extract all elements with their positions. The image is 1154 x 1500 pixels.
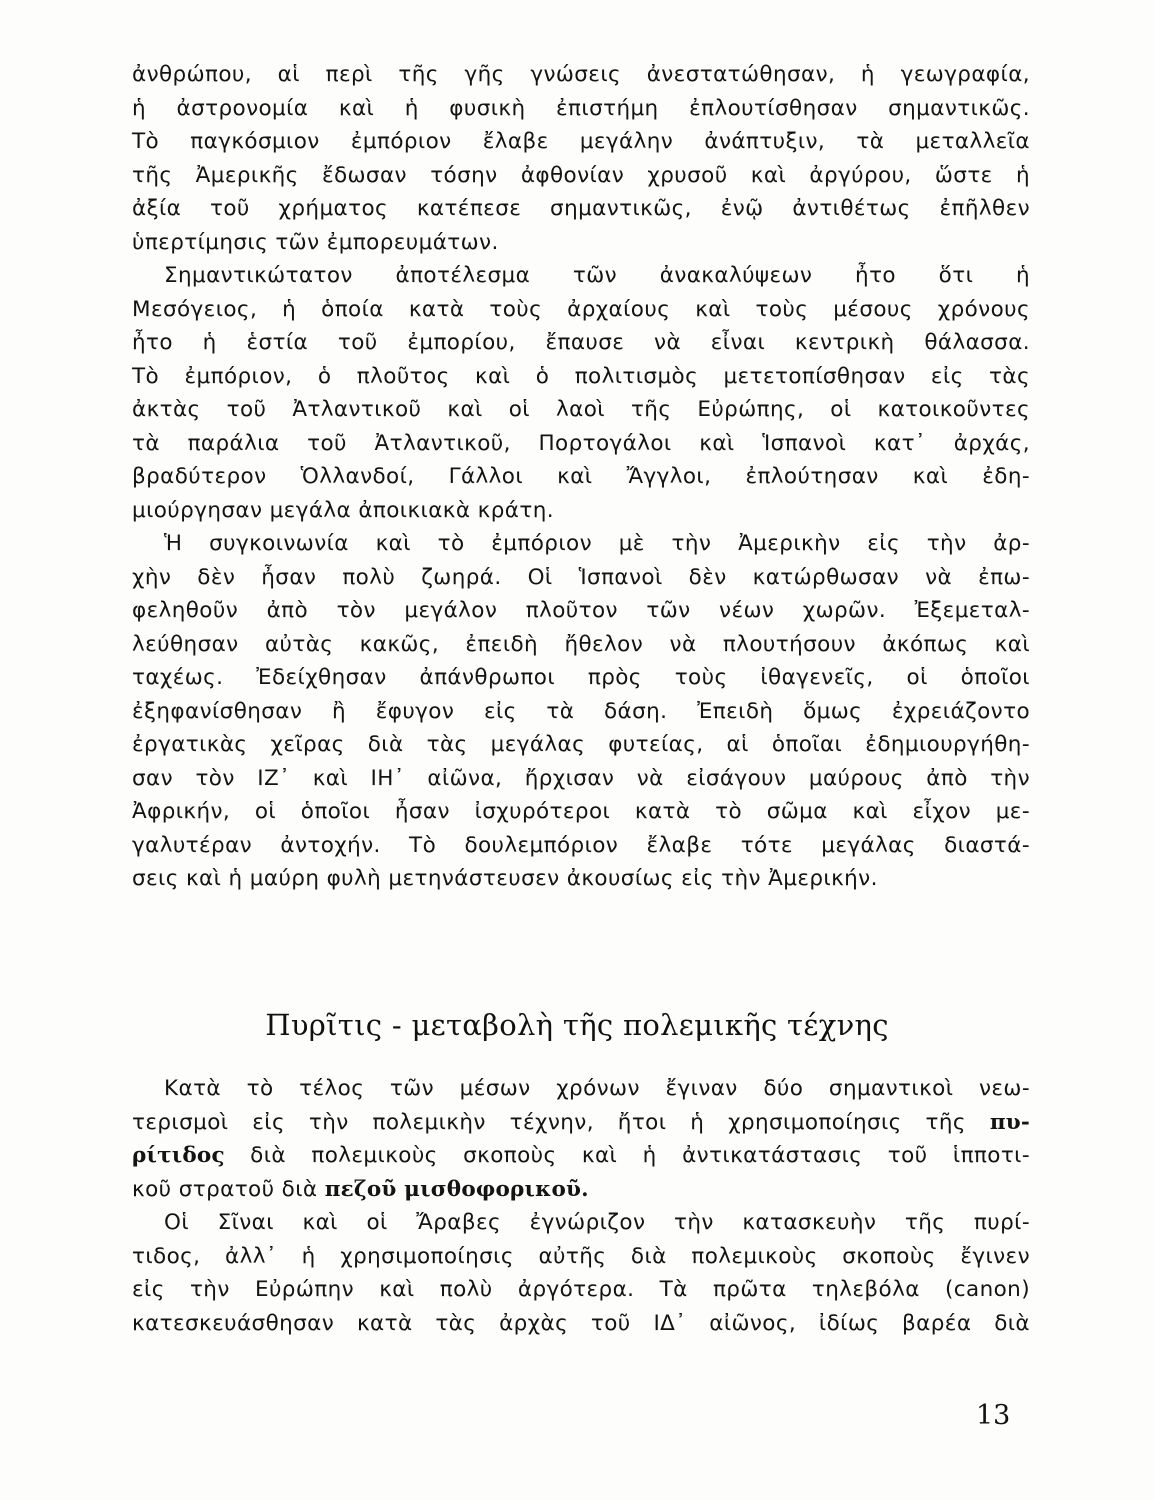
text-line: Οἱ Σῖναι καὶ οἱ Ἄραβες ἐγνώριζον τὴν κατασκευὴν τῆς πυρί- [164,1210,1030,1235]
text-line: τῆς Ἀμερικῆς ἔδωσαν τόσην ἀφθονίαν χρυσοῦ καὶ ἀργύρου, ὥστε ἡ [132,162,1030,188]
text-line: ἐξηφανίσθησαν ἢ ἔφυγον εἰς τὰ δάση. Ἐπειδὴ ὅμως ἐχρειάζοντο [132,698,1030,724]
text-line: Τὸ παγκόσμιον ἐμπόριον ἔλαβε μεγάλην ἀνάπτυξιν, τὰ μεταλλεῖα [132,129,1030,154]
text-line: τὰ παράλια τοῦ Ἀτλαντικοῦ, Πορτογάλοι καὶ Ἱσπανοὶ κατ᾽ ἀρχάς, [132,430,1030,456]
text-line: Ἀφρικήν, οἱ ὁποῖοι ἦσαν ἰσχυρότεροι κατὰ τὸ σῶμα καὶ εἶχον με- [132,799,1030,824]
text-line: ἡ ἀστρονομία καὶ ἡ φυσικὴ ἐπιστήμη ἐπλουτίσθησαν σημαντικῶς. [132,95,1030,121]
text-line: εἰς τὴν Εὐρώπην καὶ πολὺ ἀργότερα. Τὰ πρῶτα τηλεβόλα (canon) [132,1277,1030,1302]
text-line: μιούργησαν μεγάλα ἀποικιακὰ κράτη. [132,497,554,523]
text-line: κατεσκευάσθησαν κατὰ τὰς ἀρχὰς τοῦ ΙΔ᾽ αἰῶνος, ἰδίως βαρέα διὰ [132,1310,1030,1336]
text-line: χὴν δὲν ἦσαν πολὺ ζωηρά. Οἱ Ἱσπανοὶ δὲν κατώρθωσαν νὰ ἐπω- [132,564,1030,590]
text-line: Σημαντικώτατον ἀποτέλεσμα τῶν ἀνακαλύψεων ἦτο ὅτι ἡ [164,263,1030,288]
paragraph-1 [132,58,1030,259]
text-run: διὰ πολεμικοὺς σκοποὺς καὶ ἡ ἀντικατάστασις τοῦ ἱπποτι- [250,1143,1030,1168]
body-text-bottom [132,1072,1030,1340]
text-line: ἀκτὰς τοῦ Ἀτλαντικοῦ καὶ οἱ λαοὶ τῆς Εὐρώπης, οἱ κατοικοῦντες [132,397,1030,422]
text-line [132,1106,1030,1140]
text-line: ἦτο ἡ ἑστία τοῦ ἐμπορίου, ἔπαυσε νὰ εἶναι κεντρικὴ θάλασσα. [132,330,1030,355]
text-line: ἀνθρώπου, αἱ περὶ τῆς γῆς γνώσεις ἀνεστατώθησαν, ἡ γεωγραφία, [132,62,1030,87]
text-line [132,1139,1030,1173]
text-line: ὑπερτίμησις τῶν ἐμπορευμάτων. [132,229,499,255]
paragraph-2 [132,259,1030,527]
section-heading: Πυρῖτις - μεταβολὴ τῆς πολεμικῆς τέχνης [265,1008,889,1042]
paragraph-3 [132,527,1030,896]
text-line: σεις καὶ ἡ μαύρη φυλὴ μετηνάστευσεν ἀκουσίως εἰς τὴν Ἀμερικήν. [132,866,878,891]
paragraph-4 [132,1072,1030,1206]
text-line: Τὸ ἐμπόριον, ὁ πλοῦτος καὶ ὁ πολιτισμὸς μετετοπίσθησαν εἰς τὰς [132,363,1030,389]
text-line: ταχέως. Ἐδείχθησαν ἀπάνθρωποι πρὸς τοὺς ἰθαγενεῖς, οἱ ὁποῖοι [132,665,1030,690]
text-line: γαλυτέραν ἀντοχήν. Τὸ δουλεμπόριον ἔλαβε τότε μεγάλας διαστά- [132,832,1030,858]
bold-term: πυ- [989,1109,1031,1135]
text-line: ἀξία τοῦ χρήματος κατέπεσε σημαντικῶς, ἐνῷ ἀντιθέτως ἐπῆλθεν [132,196,1030,221]
bold-term: ρίτιδος [132,1143,225,1168]
text-line: σαν τὸν ΙΖ᾽ καὶ ΙΗ᾽ αἰῶνα, ἤρχισαν νὰ εἰσάγουν μαύρους ἀπὸ τὴν [132,765,1030,791]
body-text-top [132,58,1030,896]
text-line: Μεσόγειος, ἡ ὁποία κατὰ τοὺς ἀρχαίους καὶ τοὺς μέσους χρόνους [132,296,1030,322]
text-line [132,1173,1030,1207]
text-line: Ἡ συγκοινωνία καὶ τὸ ἐμπόριον μὲ τὴν Ἀμερικὴν εἰς τὴν ἀρ- [164,531,1030,556]
text-run: κοῦ στρατοῦ διὰ [132,1176,318,1202]
text-line: βραδύτερον Ὁλλανδοί, Γάλλοι καὶ Ἄγγλοι, ἐπλούτησαν καὶ ἐδη- [132,464,1030,489]
text-run: τερισμοὶ εἰς τὴν πολεμικὴν τέχνην, ἤτοι ἡ χρησιμοποίησις τῆς [132,1109,966,1135]
text-line: φεληθοῦν ἀπὸ τὸν μεγάλον πλοῦτον τῶν νέων χωρῶν. Ἐξεμεταλ- [132,598,1030,623]
text-line: τιδος, ἀλλ᾽ ἡ χρησιμοποίησις αὐτῆς διὰ πολεμικοὺς σκοποὺς ἔγινεν [132,1243,1030,1269]
text-line: ἐργατικὰς χεῖρας διὰ τὰς μεγάλας φυτείας, αἱ ὁποῖαι ἐδημιουργήθη- [132,732,1030,757]
text-line: Κατὰ τὸ τέλος τῶν μέσων χρόνων ἔγιναν δύο σημαντικοὶ νεω- [164,1076,1030,1101]
paragraph-5 [132,1206,1030,1340]
text-line: λεύθησαν αὐτὰς κακῶς, ἐπειδὴ ἤθελον νὰ πλουτήσουν ἀκόπως καὶ [132,631,1030,657]
page-number: 13 [976,1400,1011,1431]
bold-term: πεζοῦ μισθοφορικοῦ. [324,1176,589,1202]
